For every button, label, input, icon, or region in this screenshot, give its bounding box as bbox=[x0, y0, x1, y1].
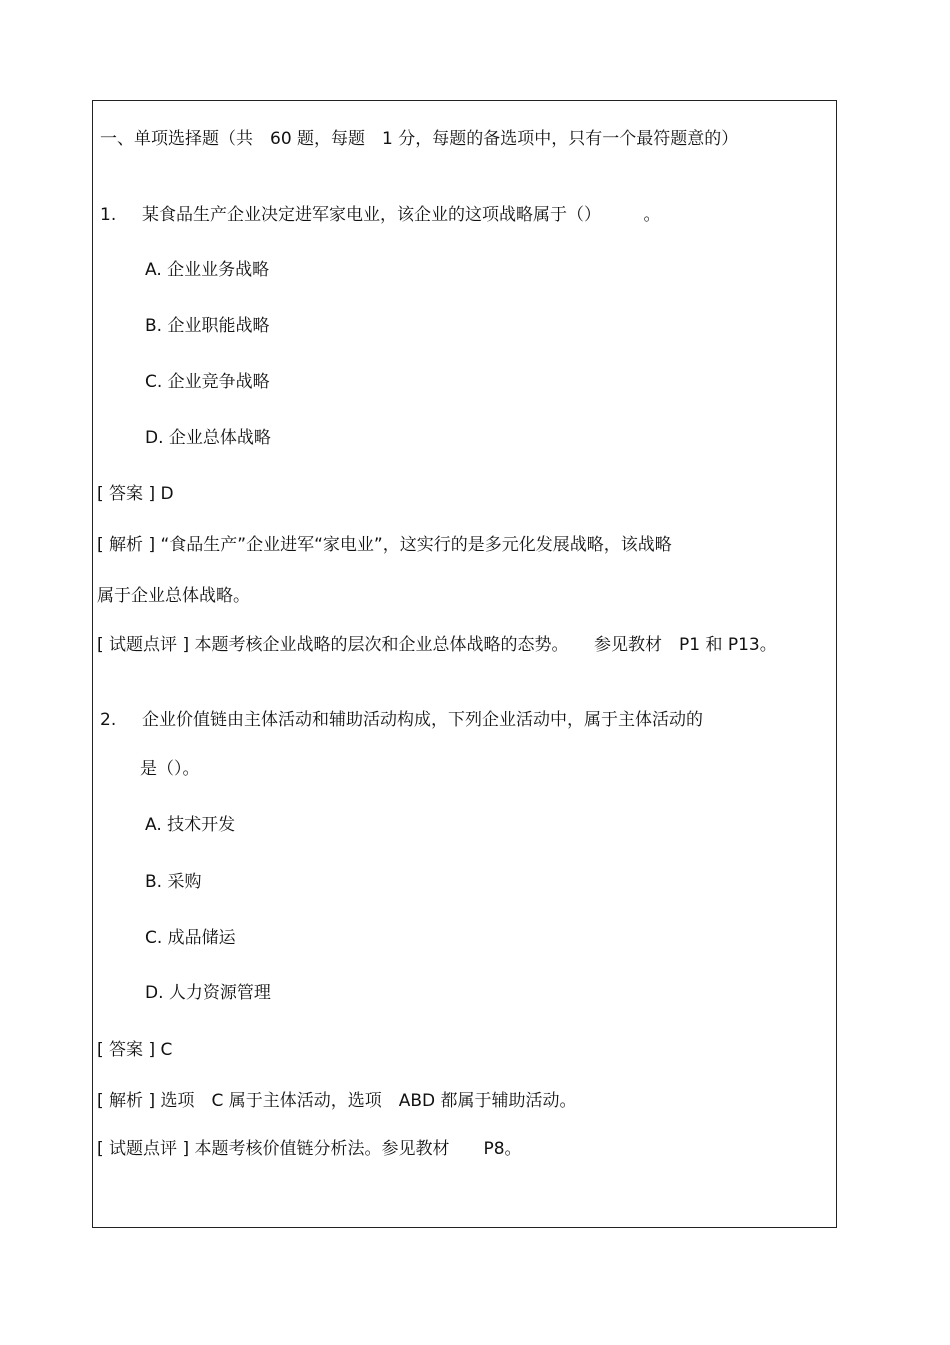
question-2-option-b: B. 采购 bbox=[145, 872, 202, 892]
question-2-stem-line2: 是（）。 bbox=[140, 759, 200, 779]
question-1-number: 1. bbox=[100, 205, 117, 225]
question-2-analysis: [ 解析 ] 选项 C 属于主体活动，选项 ABD 都属于辅助活动。 bbox=[97, 1091, 577, 1111]
section-title: 一、单项选择题（共 60 题，每题 1 分，每题的备选项中，只有一个最符题意的） bbox=[100, 129, 739, 149]
question-2-stem-line1 bbox=[100, 708, 703, 732]
question-2-number: 2. bbox=[100, 710, 117, 730]
question-2-option-d: D. 人力资源管理 bbox=[145, 983, 271, 1003]
question-1-analysis-line2: 属于企业总体战略。 bbox=[97, 586, 250, 606]
question-1-option-a: A. 企业业务战略 bbox=[145, 260, 270, 280]
question-1-option-d: D. 企业总体战略 bbox=[145, 428, 271, 448]
question-1-option-b: B. 企业职能战略 bbox=[145, 316, 270, 336]
question-1-stem-line bbox=[100, 203, 661, 227]
question-2-option-a: A. 技术开发 bbox=[145, 815, 236, 835]
question-1-stem: 某食品生产企业决定进军家电业，该企业的这项战略属于（） 。 bbox=[142, 205, 661, 225]
question-1-answer: [ 答案 ] D bbox=[97, 484, 174, 504]
question-2-comment: [ 试题点评 ] 本题考核价值链分析法。参见教材 P8。 bbox=[97, 1139, 522, 1159]
question-1-comment: [ 试题点评 ] 本题考核企业战略的层次和企业总体战略的态势。 参见教材 P1 和 P13。 bbox=[97, 635, 777, 655]
question-1-analysis-line1: [ 解析 ] “食品生产”企业进军“家电业”，这实行的是多元化发展战略，该战略 bbox=[97, 535, 672, 555]
question-1-option-c: C. 企业竞争战略 bbox=[145, 372, 270, 392]
question-2-option-c: C. 成品储运 bbox=[145, 928, 236, 948]
question-2-answer: [ 答案 ] C bbox=[97, 1040, 173, 1060]
question-2-stem-1: 企业价值链由主体活动和辅助活动构成，下列企业活动中，属于主体活动的 bbox=[142, 710, 703, 730]
